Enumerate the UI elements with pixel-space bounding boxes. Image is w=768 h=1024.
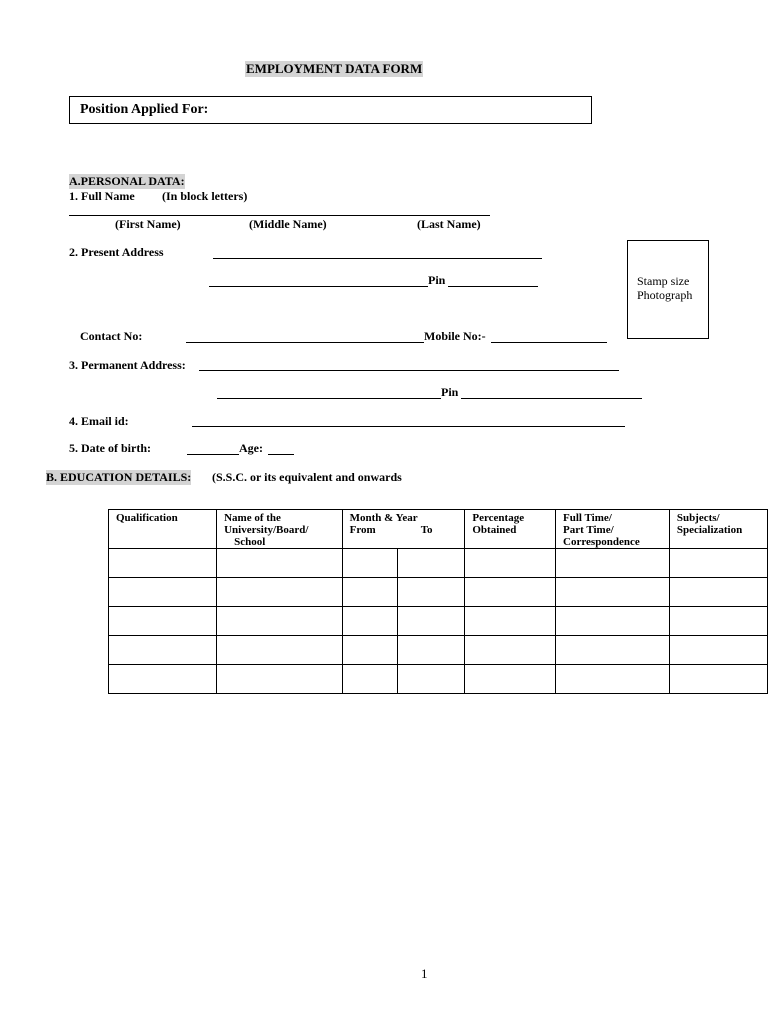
photo-caption: Stamp size Photograph <box>637 274 693 302</box>
contact-label: Contact No: <box>80 329 143 343</box>
pin-label-present: Pin <box>428 273 446 287</box>
from-cell[interactable] <box>342 607 398 636</box>
mode-cell[interactable] <box>556 578 670 607</box>
pin-label-permanent: Pin <box>441 385 459 399</box>
percentage-cell[interactable] <box>465 607 556 636</box>
to-cell[interactable] <box>398 549 465 578</box>
table-row <box>109 665 768 694</box>
subjects-cell[interactable] <box>669 636 767 665</box>
mode-header: Full Time/ Part Time/ Correspondence <box>556 510 670 549</box>
page-number: 1 <box>421 966 428 981</box>
to-cell[interactable] <box>398 607 465 636</box>
table-row <box>109 607 768 636</box>
from-cell[interactable] <box>342 636 398 665</box>
email-label: 4. Email id: <box>69 414 129 428</box>
education-note: (S.S.C. or its equivalent and onwards <box>212 470 402 484</box>
qualification-cell[interactable] <box>109 636 217 665</box>
percentage-header: Percentage Obtained <box>465 510 556 549</box>
percentage-cell[interactable] <box>465 578 556 607</box>
last-name-caption: (Last Name) <box>417 217 481 231</box>
to-cell[interactable] <box>398 665 465 694</box>
position-applied-label: Position Applied For: <box>80 102 209 117</box>
subjects-cell[interactable] <box>669 578 767 607</box>
qualification-cell[interactable] <box>109 665 217 694</box>
mode-cell[interactable] <box>556 607 670 636</box>
first-name-caption: (First Name) <box>115 217 181 231</box>
subjects-cell[interactable] <box>669 607 767 636</box>
block-letters-note: (In block letters) <box>162 189 248 203</box>
table-row <box>109 578 768 607</box>
education-heading: B. EDUCATION DETAILS: <box>46 470 192 484</box>
dob-label: 5. Date of birth: <box>69 441 151 455</box>
university-header: Name of the University/Board/ School <box>217 510 343 549</box>
table-row <box>109 636 768 665</box>
university-cell[interactable] <box>217 636 343 665</box>
from-cell[interactable] <box>342 665 398 694</box>
university-cell[interactable] <box>217 549 343 578</box>
mode-cell[interactable] <box>556 665 670 694</box>
education-table <box>108 509 768 694</box>
subjects-cell[interactable] <box>669 665 767 694</box>
month-year-header: Month & Year From To <box>342 510 465 549</box>
from-cell[interactable] <box>342 549 398 578</box>
to-header: To <box>420 524 433 536</box>
subjects-header: Subjects/ Specialization <box>669 510 767 549</box>
table-row <box>109 549 768 578</box>
mode-cell[interactable] <box>556 549 670 578</box>
age-label: Age: <box>239 441 263 455</box>
to-cell[interactable] <box>398 636 465 665</box>
personal-data-heading: A.PERSONAL DATA: <box>69 174 185 188</box>
full-name-label: 1. Full Name <box>69 189 135 203</box>
education-header-row <box>109 510 768 549</box>
qualification-cell[interactable] <box>109 607 217 636</box>
university-cell[interactable] <box>217 578 343 607</box>
qualification-cell[interactable] <box>109 549 217 578</box>
percentage-cell[interactable] <box>465 665 556 694</box>
to-cell[interactable] <box>398 578 465 607</box>
percentage-cell[interactable] <box>465 636 556 665</box>
percentage-cell[interactable] <box>465 549 556 578</box>
university-cell[interactable] <box>217 607 343 636</box>
present-address-label: 2. Present Address <box>69 245 164 259</box>
from-header: From <box>349 524 376 536</box>
permanent-address-label: 3. Permanent Address: <box>69 358 186 372</box>
from-cell[interactable] <box>342 578 398 607</box>
form-title: EMPLOYMENT DATA FORM <box>246 61 423 76</box>
middle-name-caption: (Middle Name) <box>249 217 327 231</box>
subjects-cell[interactable] <box>669 549 767 578</box>
qualification-header: Qualification <box>109 510 217 549</box>
mode-cell[interactable] <box>556 636 670 665</box>
university-cell[interactable] <box>217 665 343 694</box>
mobile-label: Mobile No:- <box>424 329 486 343</box>
qualification-cell[interactable] <box>109 578 217 607</box>
